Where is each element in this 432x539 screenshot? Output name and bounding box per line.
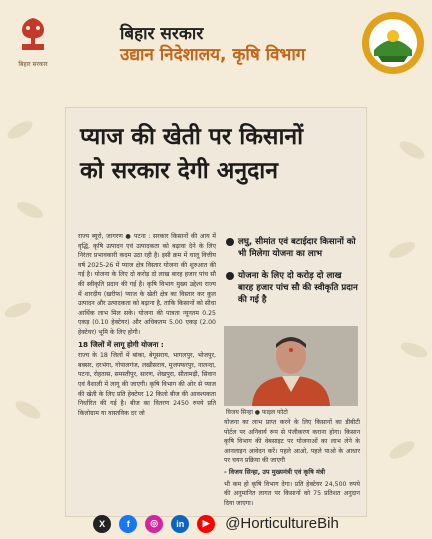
article-subhead: 18 जिलों में लागू होगी योजना : <box>78 339 164 349</box>
person-portrait-icon <box>224 326 358 406</box>
newspaper-clipping <box>66 108 366 516</box>
linkedin-icon[interactable]: in <box>171 515 189 533</box>
department-title: उद्यान निदेशालय, कृषि विभाग <box>120 45 306 65</box>
youtube-icon[interactable]: ▶ <box>197 515 215 533</box>
bullet-text: योजना के लिए दो करोड़ दो लाख बारह हजार पांच सौ की स्वीकृति प्रदान की गई है <box>238 271 358 305</box>
logo-caption: बिहार सरकार <box>18 61 48 68</box>
instagram-icon[interactable]: ◎ <box>145 515 163 533</box>
article-paragraph: योजना का लाभ प्राप्त करने के लिए किसानों का डीबीटी पोर्टल पर अनिवार्य रूप से पंजीकरण कराना होगा। किसान कृषि विभाग की वेबसाइट पर योजनाओं का लाभ लेने के आनलाइन आवेदन करें। पहले आओ, पहले पाओ के आधार पर चयन प्रक्रिया की जाएगी <box>224 419 360 465</box>
header <box>0 0 432 92</box>
photo-caption: विजय सिन्हा ● फाइल फोटो <box>226 409 288 416</box>
bullet-item <box>226 270 358 306</box>
headline-line-1: प्याज की खेती पर किसानों <box>80 123 304 150</box>
highlight-bullets <box>226 236 358 316</box>
government-title: बिहार सरकार <box>120 24 204 44</box>
bullet-dot-icon <box>226 272 234 280</box>
bodhi-tree-emblem-icon <box>16 14 50 54</box>
bihar-government-logo <box>10 14 56 76</box>
article-left-column <box>78 232 216 420</box>
article-paragraph: भी कम हो कृषि विभाग देगा। प्रति हेक्टेयर 24,500 रुपये की अनुमानित लागत पर किसानों को 75 प्रतिशत अनुदान दिया जाएगा। <box>224 480 360 507</box>
leaf-decoration-left <box>0 90 60 510</box>
minister-photo <box>224 326 358 406</box>
headline-line-2: को सरकार देगी अनुदान <box>80 157 279 184</box>
x-icon[interactable]: X <box>93 515 111 533</box>
bullet-item <box>226 236 358 260</box>
horticulture-directorate-logo <box>360 10 426 76</box>
facebook-icon[interactable]: f <box>119 515 137 533</box>
bullet-dot-icon <box>226 238 234 246</box>
title-block <box>120 24 330 66</box>
minister-quote-attribution: - विजय सिन्हा, उप मुख्यमंत्री एवं कृषि मंत्री <box>224 467 325 476</box>
leaf-decoration-right <box>372 90 432 510</box>
article-paragraph: राज्य ब्यूरो, जागरण ● पटना : सरकार किसानों की आय में वृद्धि, कृषि उत्पादन एवं उत्पादकता को बढ़ावा देने के लिए निरंतर प्रभावकारी कदम उठा रही है। इसी क्रम में चालू वित्तीय वर्ष 2025-26 में प्याज क्षेत्र विस्तार योजना की शुरुआत की गई है। योजना के लिए दो करोड़ दो लाख बारह हजार पांच सौ की स्वीकृति प्रदान की गई है। कृषि विभाग मुख्य उद्देश्य राज्य में शारदीय (खरीफ) प्याज के खेती क्षेत्र का विस्तार कर कुल उत्पादन और उत्पादकता को बढ़ाना है, ताकि किसानों को सीधा आर्थिक लाभ मिल सके। योजना की पात्रता न्यूनतम 0.25 एकड़ (0.10 हेक्टेयर) और अधिकतम 5.00 एकड़ (2.00 हेक्टेयर) भूमि के लिए होगी। <box>78 233 216 336</box>
social-handle[interactable]: @HorticultureBih <box>225 515 339 532</box>
article-headline <box>80 120 360 188</box>
social-footer <box>0 508 432 539</box>
article-right-column <box>224 418 360 510</box>
bullet-text: लघु, सीमांत एवं बटाईदार किसानों को भी मिलेगा योजना का लाभ <box>238 237 356 259</box>
article-paragraph: राज्य के 18 जिलों में बांका, बेगूसराय, भागलपुर, भोजपुर, बक्सर, दरभंगा, गोपालगंज, लखीसराय, मुजफ्फरपुर, नालन्दा, पटना, रोहतास, समस्तीपुर, सारण, शेखपुरा, सीतामढ़ी, सिवान एवं वैशाली में लागू की जाएगी। कृषि विभाग की ओर से प्याज की खेती के लिए प्रति हेक्टेयर 12 किलो बीज की आवश्यकता निर्धारित की गई है। बीज का वितरण 2450 रुपये प्रति किलोग्राम या वास्तविक दर जो <box>78 352 216 417</box>
